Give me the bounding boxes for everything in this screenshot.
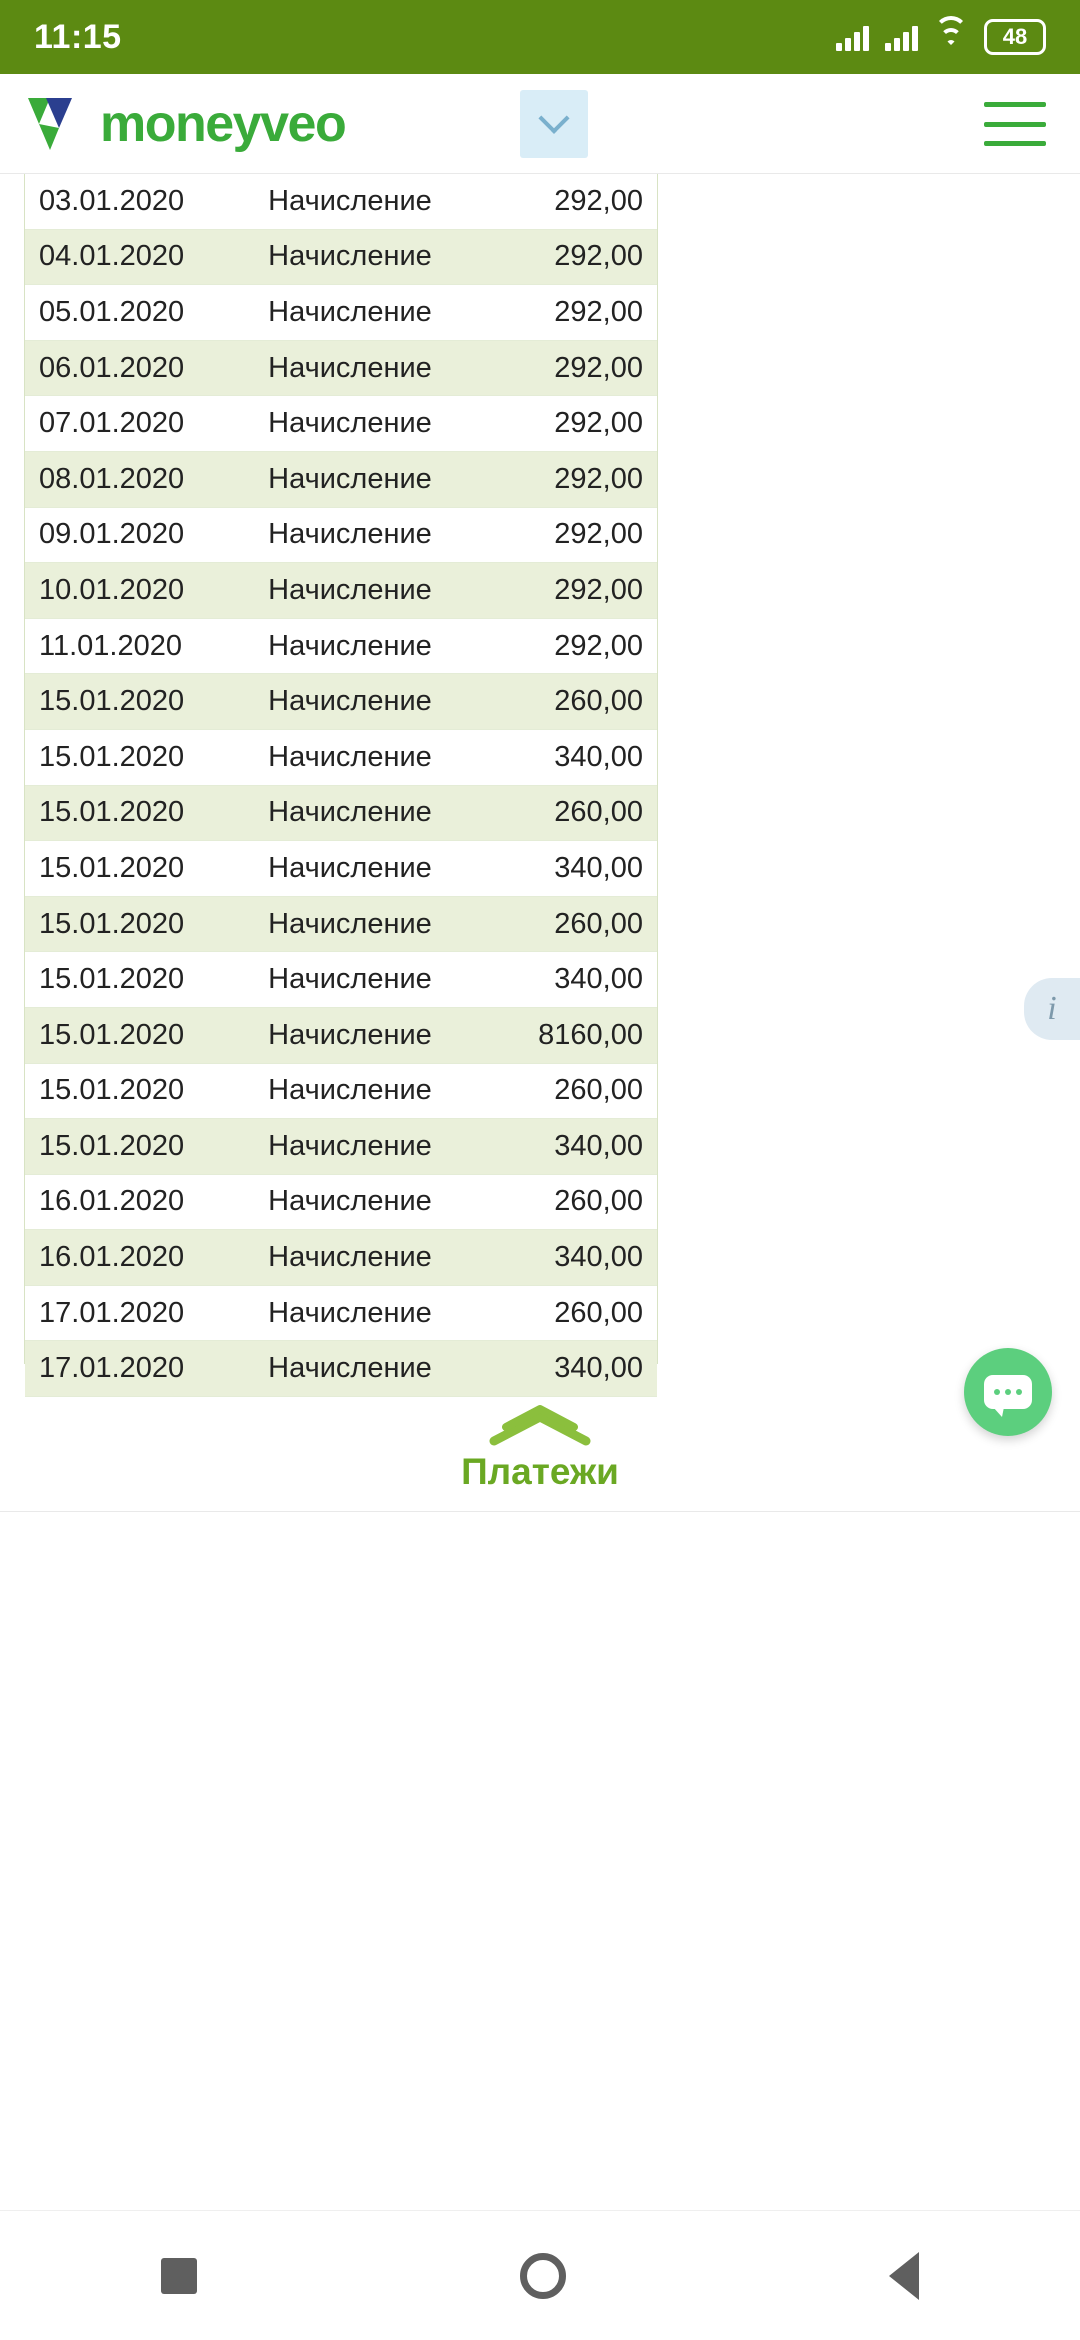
table-row [25, 285, 657, 341]
status-time: 11:15 [34, 17, 122, 56]
row-sum: 292,00 [554, 351, 643, 384]
row-type: Начисление [268, 1129, 432, 1162]
table-row [25, 674, 657, 730]
language-dropdown-button[interactable] [520, 90, 588, 158]
brand-name: moneyveo [100, 94, 346, 153]
row-date: 16.01.2020 [39, 1241, 185, 1274]
row-date: 05.01.2020 [39, 295, 185, 328]
row-sum: 292,00 [554, 184, 643, 217]
table-row [25, 230, 657, 286]
square-recents-icon[interactable] [161, 2258, 197, 2294]
row-date: 11.01.2020 [39, 629, 182, 662]
table-row [25, 897, 657, 953]
row-type: Начисление [268, 685, 432, 718]
row-sum: 260,00 [554, 1074, 643, 1107]
row-date: 07.01.2020 [39, 407, 185, 440]
payments-cta-label: Платежи [461, 1450, 619, 1492]
row-date: 17.01.2020 [39, 1352, 185, 1385]
row-sum: 292,00 [554, 462, 643, 495]
row-date: 10.01.2020 [39, 573, 185, 606]
row-type: Начисление [268, 963, 432, 996]
table-row [25, 1341, 657, 1397]
row-date: 08.01.2020 [39, 462, 185, 495]
row-type: Начисление [268, 629, 432, 662]
row-date: 15.01.2020 [39, 1074, 185, 1107]
table-row [25, 1064, 657, 1120]
info-badge-label: i [1047, 990, 1057, 1027]
row-date: 15.01.2020 [39, 796, 185, 829]
table-row [25, 508, 657, 564]
table-row [25, 786, 657, 842]
row-type: Начисление [268, 1352, 432, 1385]
signal-icon [885, 23, 918, 51]
row-type: Начисление [268, 907, 432, 940]
table-row [25, 730, 657, 786]
signal-icon [836, 23, 869, 51]
row-sum: 260,00 [554, 1185, 643, 1218]
table-row [25, 174, 657, 230]
row-type: Начисление [268, 1018, 432, 1051]
status-bar [0, 0, 1080, 74]
android-nav-bar [0, 2210, 1080, 2340]
row-sum: 292,00 [554, 407, 643, 440]
row-type: Начисление [268, 1185, 432, 1218]
row-type: Начисление [268, 407, 432, 440]
row-type: Начисление [268, 1074, 432, 1107]
table-row [25, 1008, 657, 1064]
row-type: Начисление [268, 573, 432, 606]
table-row [25, 1286, 657, 1342]
row-date: 09.01.2020 [39, 518, 185, 551]
row-sum: 260,00 [554, 685, 643, 718]
transactions-table[interactable] [24, 174, 658, 1385]
row-sum: 260,00 [554, 796, 643, 829]
row-sum: 260,00 [554, 907, 643, 940]
table-row [25, 952, 657, 1008]
row-date: 15.01.2020 [39, 740, 185, 773]
moneyveo-logo-icon [28, 98, 86, 150]
row-sum: 340,00 [554, 963, 643, 996]
row-date: 15.01.2020 [39, 1018, 185, 1051]
table-row [25, 841, 657, 897]
row-sum: 292,00 [554, 295, 643, 328]
row-date: 15.01.2020 [39, 907, 185, 940]
battery-icon: 48 [984, 19, 1046, 55]
row-type: Начисление [268, 1296, 432, 1329]
row-sum: 340,00 [554, 740, 643, 773]
row-type: Начисление [268, 740, 432, 773]
row-type: Начисление [268, 851, 432, 884]
row-type: Начисление [268, 1241, 432, 1274]
chevron-down-icon [538, 103, 569, 134]
table-row [25, 1175, 657, 1231]
row-sum: 8160,00 [538, 1018, 643, 1051]
table-row [25, 619, 657, 675]
table-row [25, 341, 657, 397]
row-type: Начисление [268, 295, 432, 328]
table-row [25, 1119, 657, 1175]
table-row [25, 452, 657, 508]
info-icon[interactable] [1024, 978, 1080, 1040]
row-date: 04.01.2020 [39, 240, 185, 273]
row-date: 15.01.2020 [39, 851, 185, 884]
row-sum: 340,00 [554, 851, 643, 884]
row-date: 16.01.2020 [39, 1185, 185, 1218]
triangle-back-icon[interactable] [889, 2252, 919, 2300]
table-row [25, 396, 657, 452]
row-sum: 292,00 [554, 518, 643, 551]
row-sum: 340,00 [554, 1129, 643, 1162]
row-sum: 340,00 [554, 1241, 643, 1274]
row-type: Начисление [268, 184, 432, 217]
brand-logo[interactable] [28, 94, 345, 154]
row-date: 06.01.2020 [39, 351, 185, 384]
row-type: Начисление [268, 240, 432, 273]
table-row [25, 1230, 657, 1286]
row-date: 03.01.2020 [39, 184, 185, 217]
status-icons [836, 19, 1046, 55]
row-sum: 292,00 [554, 240, 643, 273]
chevron-up-icon [488, 1411, 592, 1445]
table-row [25, 563, 657, 619]
wifi-icon [934, 24, 968, 50]
row-sum: 292,00 [554, 573, 643, 606]
row-sum: 340,00 [554, 1352, 643, 1385]
row-date: 15.01.2020 [39, 1129, 185, 1162]
hamburger-menu-icon[interactable] [984, 102, 1046, 146]
row-type: Начисление [268, 518, 432, 551]
row-date: 15.01.2020 [39, 963, 185, 996]
row-date: 17.01.2020 [39, 1296, 185, 1329]
row-sum: 260,00 [554, 1296, 643, 1329]
row-type: Начисление [268, 796, 432, 829]
app-header [0, 74, 1080, 174]
row-date: 15.01.2020 [39, 685, 185, 718]
payments-cta[interactable] [0, 1392, 1080, 1512]
row-type: Начисление [268, 462, 432, 495]
row-type: Начисление [268, 351, 432, 384]
row-sum: 292,00 [554, 629, 643, 662]
circle-home-icon[interactable] [520, 2253, 566, 2299]
